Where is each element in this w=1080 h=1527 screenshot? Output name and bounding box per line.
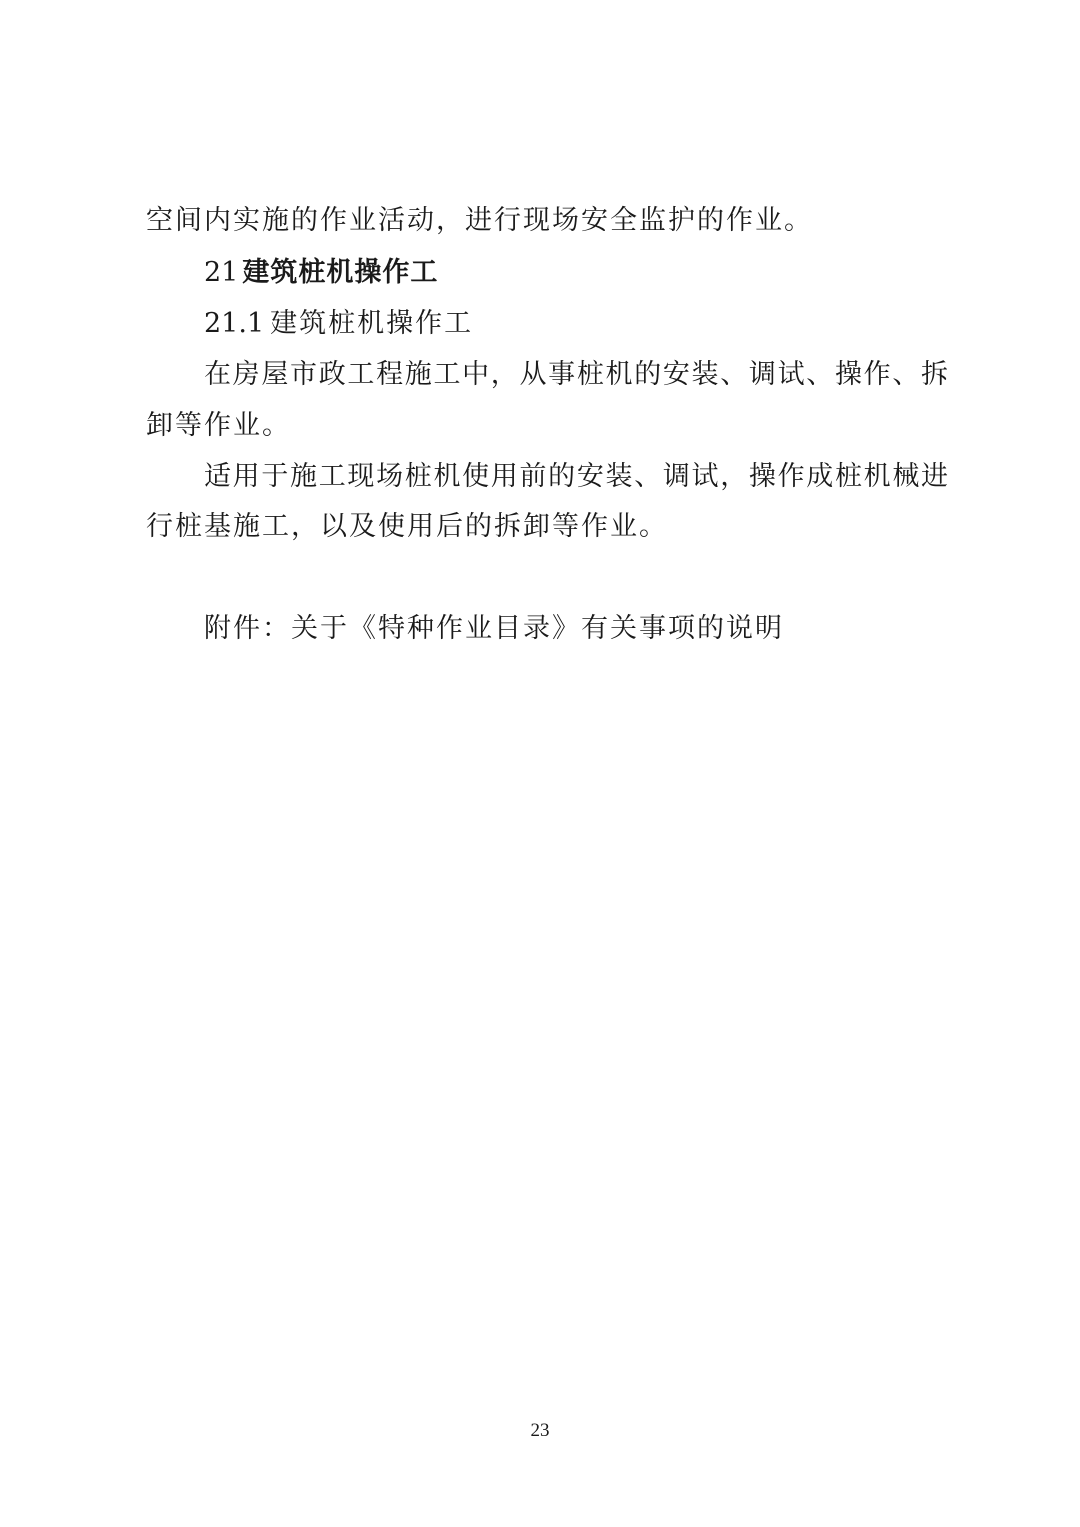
subsection-heading-21-1 [204,306,473,342]
paragraph-1-line-2: 卸等作业。 [146,410,291,441]
section-heading-number: 21 [204,257,239,288]
continuation-line: 空间内实施的作业活动，进行现场安全监护的作业。 [146,205,813,236]
attachment-note: 附件：关于《特种作业目录》有关事项的说明 [204,613,784,644]
paragraph-1-line-1: 在房屋市政工程施工中，从事桩机的安装、调试、操作、拆 [204,359,948,390]
subsection-heading-title: 建筑桩机操作工 [270,308,474,339]
page-number: 23 [530,1420,550,1441]
paragraph-2-line-2: 行桩基施工，以及使用后的拆卸等作业。 [146,511,668,542]
section-heading-21 [204,255,438,291]
paragraph-2-line-1: 适用于施工现场桩机使用前的安装、调试，操作成桩机械进 [204,461,948,492]
section-heading-title: 建筑桩机操作工 [242,257,439,288]
subsection-heading-number: 21.1 [204,308,265,339]
